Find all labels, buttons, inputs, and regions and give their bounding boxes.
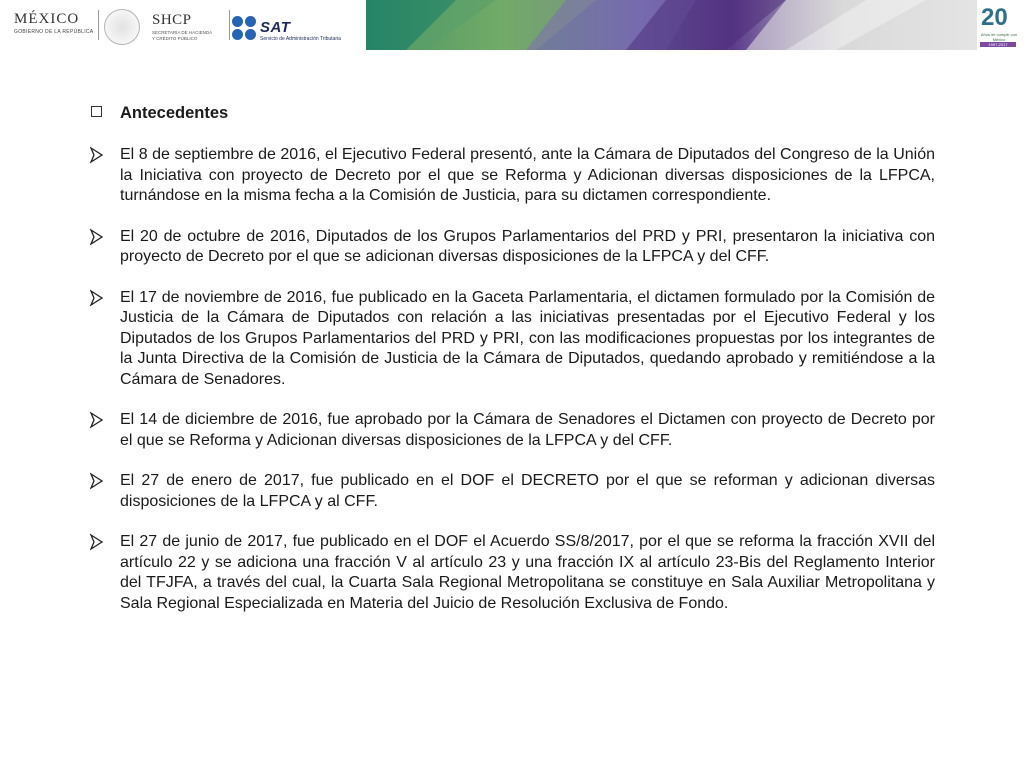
list-item-text: El 14 de diciembre de 2016, fue aprobado por la Cámara de Senadores el Dictamen con proyecto de Decreto por el que se Reforma y Adicionan diversas disposiciones de la LFPCA y del CFF. <box>120 411 935 449</box>
sat-label: SAT <box>260 19 291 36</box>
arrow-bullet-icon <box>90 289 104 307</box>
shcp-sublabel-1: SECRETARÍA DE HACIENDA <box>152 30 213 35</box>
logo-divider <box>229 10 230 40</box>
list-item <box>90 532 935 614</box>
badge-number: 20 <box>981 4 1008 31</box>
list-item <box>90 410 935 451</box>
arrow-bullet-icon <box>90 411 104 429</box>
antecedentes-list <box>90 145 935 614</box>
national-seal-icon <box>104 9 140 45</box>
slide-content <box>90 101 935 634</box>
arrow-bullet-icon <box>90 146 104 164</box>
mexico-logo <box>14 11 94 35</box>
mexico-label: MÉXICO <box>14 11 80 27</box>
shcp-label: SHCP <box>152 12 192 28</box>
badge-years: 1997-2017 <box>980 42 1016 47</box>
list-item <box>90 288 935 391</box>
government-logos <box>0 0 365 50</box>
shcp-sublabel-2: Y CRÉDITO PÚBLICO <box>152 36 198 41</box>
list-item <box>90 227 935 268</box>
mexico-sublabel: GOBIERNO DE LA REPÚBLICA <box>14 29 94 35</box>
decorative-color-band <box>366 0 977 50</box>
list-item <box>90 471 935 512</box>
arrow-bullet-icon <box>90 472 104 490</box>
checkbox-bullet-icon <box>91 106 102 117</box>
band-shapes <box>366 0 977 50</box>
header-banner <box>0 0 1024 50</box>
sat-dots-icon <box>232 16 258 42</box>
arrow-bullet-icon <box>90 228 104 246</box>
section-heading <box>90 101 935 125</box>
sat-sublabel: Servicio de Administración Tributaria <box>260 36 341 42</box>
logo-divider <box>98 10 99 40</box>
list-item-text: El 8 de septiembre de 2016, el Ejecutivo Federal presentó, ante la Cámara de Diputados del Congreso de la Unión la Iniciativa con proyecto de Decreto por el que se Reforma y Adicionan diversas disposiciones de la LFPCA, turnándose en la misma fecha a la Comisión de Justicia, para su dictamen correspondiente. <box>120 146 935 204</box>
anniversary-badge <box>977 5 1019 47</box>
list-item-text: El 20 de octubre de 2016, Diputados de los Grupos Parlamentarios del PRD y PRI, presentaron la iniciativa con proyecto de Decreto por el que se adicionan diversas disposiciones de la LFPCA y del CFF. <box>120 227 935 265</box>
shcp-logo <box>152 12 232 42</box>
list-item-text: El 27 de junio de 2017, fue publicado en el DOF el Acuerdo SS/8/2017, por el que se reforma la fracción XVII del artículo 22 y se adiciona una fracción V al artículo 23 y una fracción IX al artículo 23-Bis del Reglamento Interior del TFJFA, a través del cual, la Cuarta Sala Regional Metropolitana se constituye en Sala Auxiliar Metropolitana y Sala Regional Especializada en Materia del Juicio de Resolución Exclusiva de Fondo. <box>120 533 935 612</box>
list-item-text: El 17 de noviembre de 2016, fue publicado en la Gaceta Parlamentaria, el dictamen formulado por la Comisión de Justicia de la Cámara de Diputados con relación a las iniciativas presentadas por el Ejecutivo Federal y los Diputados de los Grupos Parlamentarios del PRD y PRI, con las modificaciones propuestas por los integrantes de la Junta Directiva de la Comisión de Justicia de la Cámara de Diputados, quedando aprobado y remitiéndose a la Cámara de Senadores. <box>120 288 935 388</box>
list-item <box>90 145 935 207</box>
section-title: Antecedentes <box>120 104 229 122</box>
badge-text: Años de cumplir con México <box>980 32 1018 42</box>
sat-logo <box>232 14 362 44</box>
list-item-text: El 27 de enero de 2017, fue publicado en el DOF el DECRETO por el que se reforman y adicionan diversas disposiciones de la LFPCA y al CFF. <box>120 472 935 510</box>
arrow-bullet-icon <box>90 533 104 551</box>
